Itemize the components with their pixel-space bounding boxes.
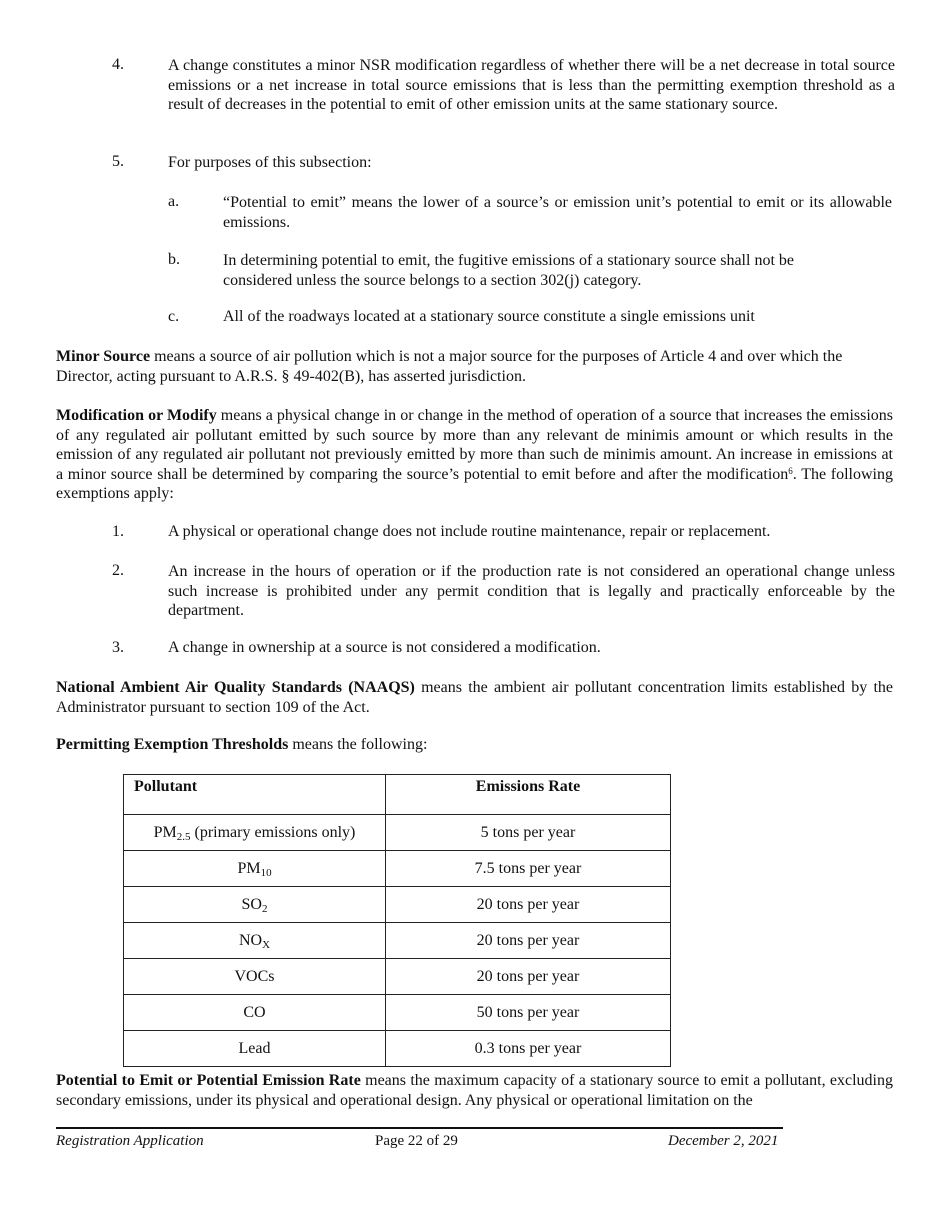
definition-minor-source (56, 347, 875, 386)
list-number: 5. (112, 153, 124, 170)
pollutant-cell: $SO_2$ (124, 887, 386, 923)
table-row (124, 851, 671, 887)
pollutant-cell: CO (124, 995, 386, 1031)
definition-text: means the maximum capacity of a stationary source to emit a pollutant, excluding secondary emissions, under its physical and operational design. Any physical or operational limitation on the (56, 1072, 894, 1109)
list-item-text: An increase in the hours of operation or if the production rate is not considered an operational change unless such increase is prohibited under any permit condition that is legally and practically enforceable by the department. (168, 563, 895, 619)
footer-document-title: Registration Application (56, 1133, 204, 1149)
sublist-item-text: All of the roadways located at a stationary source constitute a single emissions unit (223, 308, 755, 325)
definition-text: means the ambient air pollutant concentration limits established by the Administrator pursuant to section 109 of the Act. (56, 679, 893, 716)
definition-term: Minor Source (56, 348, 151, 365)
sublist-letter: b. (168, 251, 180, 268)
list-item-text: For purposes of this subsection: (168, 154, 372, 171)
table-header-row (124, 775, 671, 815)
pollutant-cell: $PM_{2.5}$ (primary emissions only) (124, 815, 386, 851)
table-row (124, 815, 671, 851)
sublist-letter: c. (168, 308, 180, 325)
definition-term: National Ambient Air Quality Standards (NAAQS) (56, 679, 415, 696)
table-row (124, 959, 671, 995)
list-number: 2. (112, 562, 124, 579)
list-item-text: A change in ownership at a source is not considered a modification. (168, 639, 601, 656)
definition-term: Permitting Exemption Thresholds (56, 736, 289, 753)
table-header-rate: Emissions Rate (386, 775, 671, 815)
table-row (124, 1031, 671, 1067)
footnote-marker: 6 (788, 465, 793, 476)
rate-cell: 20 tons per year (386, 887, 671, 923)
thresholds-table (123, 774, 671, 1067)
pollutant-cell: $PM_{10}$ (124, 851, 386, 887)
list-number: 4. (112, 56, 124, 73)
pollutant-cell: $NO_X$ (124, 923, 386, 959)
definition-text: means a source of air pollution which is not a major source for the purposes of Article 4 and over which the Director, acting pursuant to A.R.S. § 49-402(B), has asserted jurisdiction. (56, 348, 843, 385)
table-row (124, 995, 671, 1031)
footer-date: December 2, 2021 (668, 1133, 779, 1149)
pollutant-cell: VOCs (124, 959, 386, 995)
list-item-text: A physical or operational change does not include routine maintenance, repair or replacement. (168, 523, 771, 540)
list-item-text: A change constitutes a minor NSR modification regardless of whether there will be a net decrease in total source emissions or a net increase in total source emissions that is less than the permitting exemption threshold as a result of decreases in the potential to emit of other emission units at the same stationary source. (168, 57, 895, 113)
rate-cell: 0.3 tons per year (386, 1031, 671, 1067)
definition-potential-to-emit (56, 1071, 893, 1110)
definition-modification (56, 406, 893, 504)
sublist-letter: a. (168, 193, 180, 210)
rate-cell: 7.5 tons per year (386, 851, 671, 887)
table-header-pollutant: Pollutant (124, 775, 386, 815)
table-row (124, 887, 671, 923)
rate-cell: 20 tons per year (386, 923, 671, 959)
definition-term: Modification or Modify (56, 407, 217, 424)
footer-page-number: Page 22 of 29 (375, 1133, 458, 1149)
rate-cell: 50 tons per year (386, 995, 671, 1031)
pollutant-cell: Lead (124, 1031, 386, 1067)
definition-thresholds (56, 736, 893, 754)
rate-cell: 5 tons per year (386, 815, 671, 851)
definition-text: means the following: (288, 736, 428, 753)
sublist-item-text: “Potential to emit” means the lower of a source’s or emission unit’s potential to emit or its allowable emissions. (223, 194, 892, 231)
sublist-item-text: In determining potential to emit, the fugitive emissions of a stationary source shall not be considered unless the source belongs to a section 302(j) category. (223, 252, 794, 289)
definition-text-tail: . The following exemptions apply: (56, 465, 894, 502)
rate-cell: 20 tons per year (386, 959, 671, 995)
footer-divider (56, 1127, 783, 1129)
list-number: 3. (112, 639, 124, 656)
table-row (124, 923, 671, 959)
definition-text: means a physical change in or change in the method of operation of a source that increases the emissions of any regulated air pollutant emitted by such source by more than any relevant de minimis amount or which results in the emission of any regulated air pollutant not previously emitted by more than such de minimis amount. An increase in emissions at a minor source shall be determined by comparing the source’s potential to emit before and after the modification (56, 407, 894, 483)
definition-term: Potential to Emit or Potential Emission Rate (56, 1072, 361, 1089)
list-number: 1. (112, 523, 124, 540)
definition-naaqs (56, 678, 893, 717)
